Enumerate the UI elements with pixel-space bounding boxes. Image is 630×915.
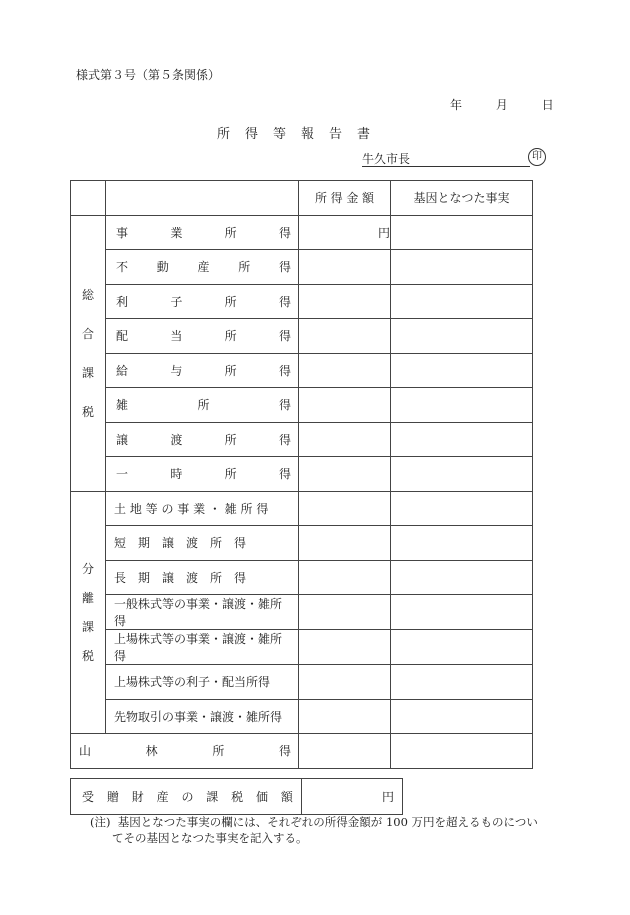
date-line (450, 96, 554, 113)
group-bunri-char: 課 (81, 620, 94, 635)
header-blank (71, 181, 106, 216)
gift-table (70, 778, 403, 815)
amount-cell[interactable] (299, 665, 391, 700)
gift-char: 額 (280, 790, 293, 804)
item-label-char: 動 (156, 260, 169, 275)
table-row (71, 734, 533, 769)
item-label-char: 当 (170, 329, 183, 344)
item-label (106, 362, 298, 379)
item-label-char: 得 (278, 329, 291, 344)
item-label (106, 708, 298, 725)
item-label-char: 所 (224, 329, 237, 344)
header-blank (106, 181, 299, 216)
item-label-char: 得 (278, 467, 291, 482)
fact-cell[interactable] (391, 457, 533, 492)
header-amount-text-char: 得 (330, 191, 343, 206)
item-label (106, 258, 298, 275)
item-label-char: 渡 (170, 432, 183, 447)
table-row (71, 284, 533, 319)
item-label-char: 得 (278, 432, 291, 447)
amount-cell[interactable] (299, 630, 391, 665)
gift-char: 受 (82, 790, 95, 804)
item-label-char: 得 (278, 225, 291, 240)
date-month-label: 月 (495, 98, 508, 112)
income-item (106, 422, 299, 457)
table-row (71, 353, 533, 388)
fact-cell[interactable] (391, 319, 533, 354)
group-sogo-char: 税 (81, 405, 94, 419)
item-label (106, 396, 298, 413)
item-label (106, 630, 298, 664)
fact-cell[interactable] (391, 250, 533, 285)
item-label-char: 得 (278, 260, 291, 275)
table-row (71, 560, 533, 595)
item-label-text: 上場株式等の事業・譲渡・雑所得 (114, 632, 283, 663)
amount-cell[interactable] (299, 215, 391, 250)
income-item (106, 388, 299, 423)
item-label (106, 500, 298, 517)
group-bunri-char: 分 (81, 562, 94, 577)
table-row (71, 422, 533, 457)
addressee: 牛久市長 (362, 150, 530, 167)
item-label-char: 所 (224, 432, 237, 447)
amount-cell[interactable] (299, 560, 391, 595)
item-label-text: 一般株式等の事業・譲渡・雑所得 (114, 597, 283, 628)
table-row (71, 630, 533, 665)
item-label (106, 534, 298, 551)
income-item (106, 595, 299, 630)
gift-amount[interactable] (302, 779, 403, 815)
gift-char: 価 (256, 790, 269, 804)
amount-cell[interactable] (299, 457, 391, 492)
note-line1: 基因となつた事実の欄には、それぞれの所得金額が 100 万円を超えるものについ (117, 815, 538, 829)
header-amount (299, 181, 391, 216)
amount-cell[interactable] (299, 319, 391, 354)
item-label-char: 所 (238, 260, 251, 275)
amount-cell[interactable] (299, 353, 391, 388)
item-label-char: 給 (116, 363, 129, 378)
item-label-char: 利 (116, 294, 129, 309)
sanrin-text-char: 得 (278, 744, 291, 759)
income-item (106, 457, 299, 492)
header-amount-text-char: 金 (346, 191, 359, 206)
table-row (71, 699, 533, 734)
amount-cell[interactable] (299, 526, 391, 561)
income-item (106, 491, 299, 526)
fact-cell[interactable] (391, 422, 533, 457)
fact-cell[interactable] (391, 665, 533, 700)
header-row (71, 181, 533, 216)
sanrin-text-char: 林 (145, 744, 158, 759)
sanrin-text-char: 所 (212, 744, 225, 759)
item-label-char: 産 (197, 260, 210, 275)
item-label-char: 所 (224, 467, 237, 482)
table-row (71, 665, 533, 700)
form-code: 様式第３号（第５条関係） (76, 68, 221, 82)
gift-char: 税 (231, 790, 244, 804)
item-label-text: 長 期 譲 渡 所 得 (114, 570, 247, 585)
item-label (106, 224, 298, 241)
income-item (106, 215, 299, 250)
sanrin-label (71, 734, 299, 769)
item-label-char: 業 (170, 225, 183, 240)
header-fact: 基因となつた事実 (391, 181, 533, 216)
yen-unit: 円 (377, 225, 390, 240)
sanrin-text-char: 山 (79, 744, 92, 759)
gift-char: 贈 (106, 790, 119, 804)
fact-cell[interactable] (391, 699, 533, 734)
table-row (71, 388, 533, 423)
item-label (106, 327, 298, 344)
title-char: 等 (273, 127, 287, 142)
item-label (106, 673, 298, 690)
gift-char: の (181, 790, 194, 804)
item-label-text: 短 期 譲 渡 所 得 (114, 536, 247, 551)
income-item (106, 699, 299, 734)
gift-label (71, 779, 302, 815)
item-label-char: 一 (116, 467, 129, 482)
fact-cell[interactable] (391, 215, 533, 250)
fact-cell[interactable] (391, 595, 533, 630)
item-label-text: 上場株式等の利子・配当所得 (114, 675, 271, 690)
gift-char: 産 (156, 790, 169, 804)
table-row (71, 526, 533, 561)
item-label-char: 所 (224, 363, 237, 378)
note-line2: てその基因となつた事実を記入する。 (112, 831, 308, 845)
item-label-char: 得 (278, 363, 291, 378)
item-label-char: 不 (116, 260, 129, 275)
amount-cell[interactable] (299, 422, 391, 457)
title-char: 報 (301, 127, 315, 142)
header-amount-text-char: 所 (315, 191, 328, 206)
note (90, 814, 570, 846)
table-row (71, 457, 533, 492)
item-label (106, 595, 298, 629)
amount-cell[interactable] (299, 734, 391, 769)
amount-cell[interactable] (299, 250, 391, 285)
item-label-char: 得 (278, 294, 291, 309)
amount-cell[interactable] (299, 491, 391, 526)
amount-cell[interactable] (299, 595, 391, 630)
table-row (71, 319, 533, 354)
title-char: 書 (357, 127, 371, 142)
item-label-char: 雑 (116, 398, 129, 413)
yen-unit: 円 (381, 790, 394, 804)
item-label (106, 431, 298, 448)
fact-cell[interactable] (391, 491, 533, 526)
fact-cell[interactable] (391, 560, 533, 595)
date-year-label: 年 (450, 98, 463, 112)
fact-cell[interactable] (391, 388, 533, 423)
page-title (217, 123, 385, 142)
gift-char: 財 (131, 790, 144, 804)
seal-mark: 印 (528, 148, 546, 166)
table-row (71, 595, 533, 630)
item-label (106, 569, 298, 586)
note-prefix: (注) (90, 815, 111, 829)
item-label-char: 譲 (116, 432, 129, 447)
group-sogo (71, 215, 106, 491)
header-amount-text-char: 額 (361, 191, 374, 206)
item-label-text: 先物取引の事業・譲渡・雑所得 (114, 709, 283, 724)
fact-cell[interactable] (391, 526, 533, 561)
item-label-char: 配 (116, 329, 129, 344)
table-row (71, 250, 533, 285)
group-sogo-char: 合 (81, 327, 94, 341)
income-item (106, 319, 299, 354)
amount-cell[interactable] (299, 699, 391, 734)
sanrin-text (71, 742, 298, 759)
item-label (106, 293, 298, 310)
gift-char: 課 (206, 790, 219, 804)
group-bunri (71, 491, 106, 734)
title-char: 得 (245, 127, 259, 142)
item-label (106, 465, 298, 482)
item-label-char: 得 (278, 398, 291, 413)
group-sogo-char: 課 (81, 366, 94, 380)
item-label-char: 子 (170, 294, 183, 309)
amount-cell[interactable] (299, 284, 391, 319)
income-item (106, 526, 299, 561)
fact-cell[interactable] (391, 734, 533, 769)
fact-cell[interactable] (391, 284, 533, 319)
table-row (71, 491, 533, 526)
title-char: 告 (329, 127, 343, 142)
date-day-label: 日 (541, 98, 554, 112)
table-row (71, 215, 533, 250)
item-label-char: 所 (224, 225, 237, 240)
income-item (106, 250, 299, 285)
income-item (106, 630, 299, 665)
income-item (106, 284, 299, 319)
item-label-char: 事 (116, 225, 129, 240)
item-label-char: 時 (170, 467, 183, 482)
income-table (70, 180, 533, 769)
income-item (106, 560, 299, 595)
item-label-char: 与 (170, 363, 183, 378)
amount-cell[interactable] (299, 388, 391, 423)
fact-cell[interactable] (391, 353, 533, 388)
income-item (106, 353, 299, 388)
item-label-char: 所 (197, 398, 210, 413)
header-amount-text (299, 189, 390, 206)
income-item (106, 665, 299, 700)
group-bunri-char: 税 (81, 649, 94, 664)
fact-cell[interactable] (391, 630, 533, 665)
title-char: 所 (217, 127, 231, 142)
group-sogo-char: 総 (81, 288, 94, 302)
item-label-text: 土 地 等 の 事 業 ・ 雑 所 得 (114, 501, 269, 516)
group-bunri-char: 離 (81, 591, 94, 606)
item-label-char: 所 (224, 294, 237, 309)
